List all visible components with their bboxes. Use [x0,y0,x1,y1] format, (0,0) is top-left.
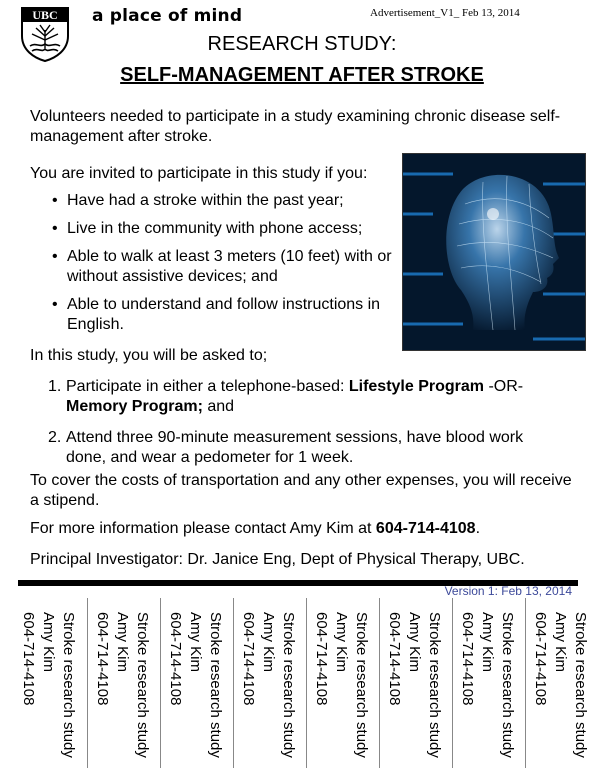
tear-off-tab[interactable] [160,598,233,768]
logo-text: UBC [32,8,58,22]
eligibility-intro: You are invited to participate in this study if you: [30,165,368,182]
task-text: -OR- [484,378,524,395]
tear-off-tab[interactable] [525,598,598,768]
eligibility-item: • Have had a stroke within the past year; [52,191,397,211]
study-tasks-intro: In this study, you will be asked to; [30,347,268,364]
stipend-paragraph: To cover the costs of transportation and any other expenses, you will receive a stipend. [30,472,572,509]
tab-line: 604-714-4108 [532,612,549,706]
eligibility-list [52,191,397,343]
study-task-item [48,377,558,417]
digital-head-image [402,153,586,351]
study-title: SELF-MANAGEMENT AFTER STROKE [120,64,484,86]
task-text: Attend three 90-minute measurement sessions, have blood work done, and wear a pedometer for 1 week. [66,429,524,466]
tab-line: 604-714-4108 [313,612,330,706]
tab-line: Amy Kim [187,612,204,672]
tab-line: 604-714-4108 [240,612,257,706]
tab-line: 604-714-4108 [167,612,184,706]
eligibility-item: • Able to walk at least 3 meters (10 feet) with or without assistive devices; and [52,247,397,287]
program-name-lifestyle: Lifestyle Program [348,378,485,395]
study-task-item [48,428,558,468]
version-label-top: Advertisement_V1_ Feb 13, 2014 [370,7,520,19]
tab-line: Amy Kim [479,612,496,672]
contact-paragraph [30,519,480,539]
task-text: and [202,398,235,415]
tear-off-tabs [14,598,594,768]
version-label-bottom: Version 1: Feb 13, 2014 [444,584,572,598]
program-name-memory: Memory Program; [66,398,203,415]
tab-line: 604-714-4108 [459,612,476,706]
task-text: Participate in either a telephone-based: [66,378,349,395]
task-number: 1. [48,378,62,395]
tab-line: Amy Kim [40,612,57,672]
study-label: RESEARCH STUDY: [207,33,397,55]
task-number: 2. [48,429,62,446]
tab-line: Amy Kim [333,612,350,672]
tab-line: Amy Kim [260,612,277,672]
tab-line: Amy Kim [114,612,131,672]
tab-line: Stroke research study [426,612,443,758]
tear-off-tab[interactable] [14,598,86,768]
tab-line: Stroke research study [134,612,151,758]
tab-line: 604-714-4108 [94,612,111,706]
tab-line: Stroke research study [572,612,589,758]
tab-line: Amy Kim [406,612,423,672]
tab-line: Stroke research study [207,612,224,758]
tear-off-tab[interactable] [452,598,525,768]
eligibility-item: • Able to understand and follow instructions in English. [52,295,397,335]
contact-phone: 604-714-4108 [375,520,476,537]
tab-line: 604-714-4108 [20,612,37,706]
tear-off-tab[interactable] [233,598,306,768]
tab-line: Amy Kim [552,612,569,672]
tab-line: Stroke research study [499,612,516,758]
tab-line: Stroke research study [60,612,77,758]
tear-off-tab[interactable] [87,598,160,768]
tab-line: Stroke research study [280,612,297,758]
intro-paragraph: Volunteers needed to participate in a study examining chronic disease self-management after stroke. [30,108,561,145]
tear-off-tab[interactable] [306,598,379,768]
principal-investigator: Principal Investigator: Dr. Janice Eng, Dept of Physical Therapy, UBC. [30,551,525,568]
tab-line: Stroke research study [353,612,370,758]
tagline: a place of mind [92,6,243,26]
tear-off-tab[interactable] [379,598,452,768]
eligibility-item: • Live in the community with phone access; [52,219,397,239]
contact-end: . [475,520,481,537]
tab-line: 604-714-4108 [386,612,403,706]
study-task-list [48,377,558,479]
contact-text: For more information please contact Amy Kim at [30,520,376,537]
